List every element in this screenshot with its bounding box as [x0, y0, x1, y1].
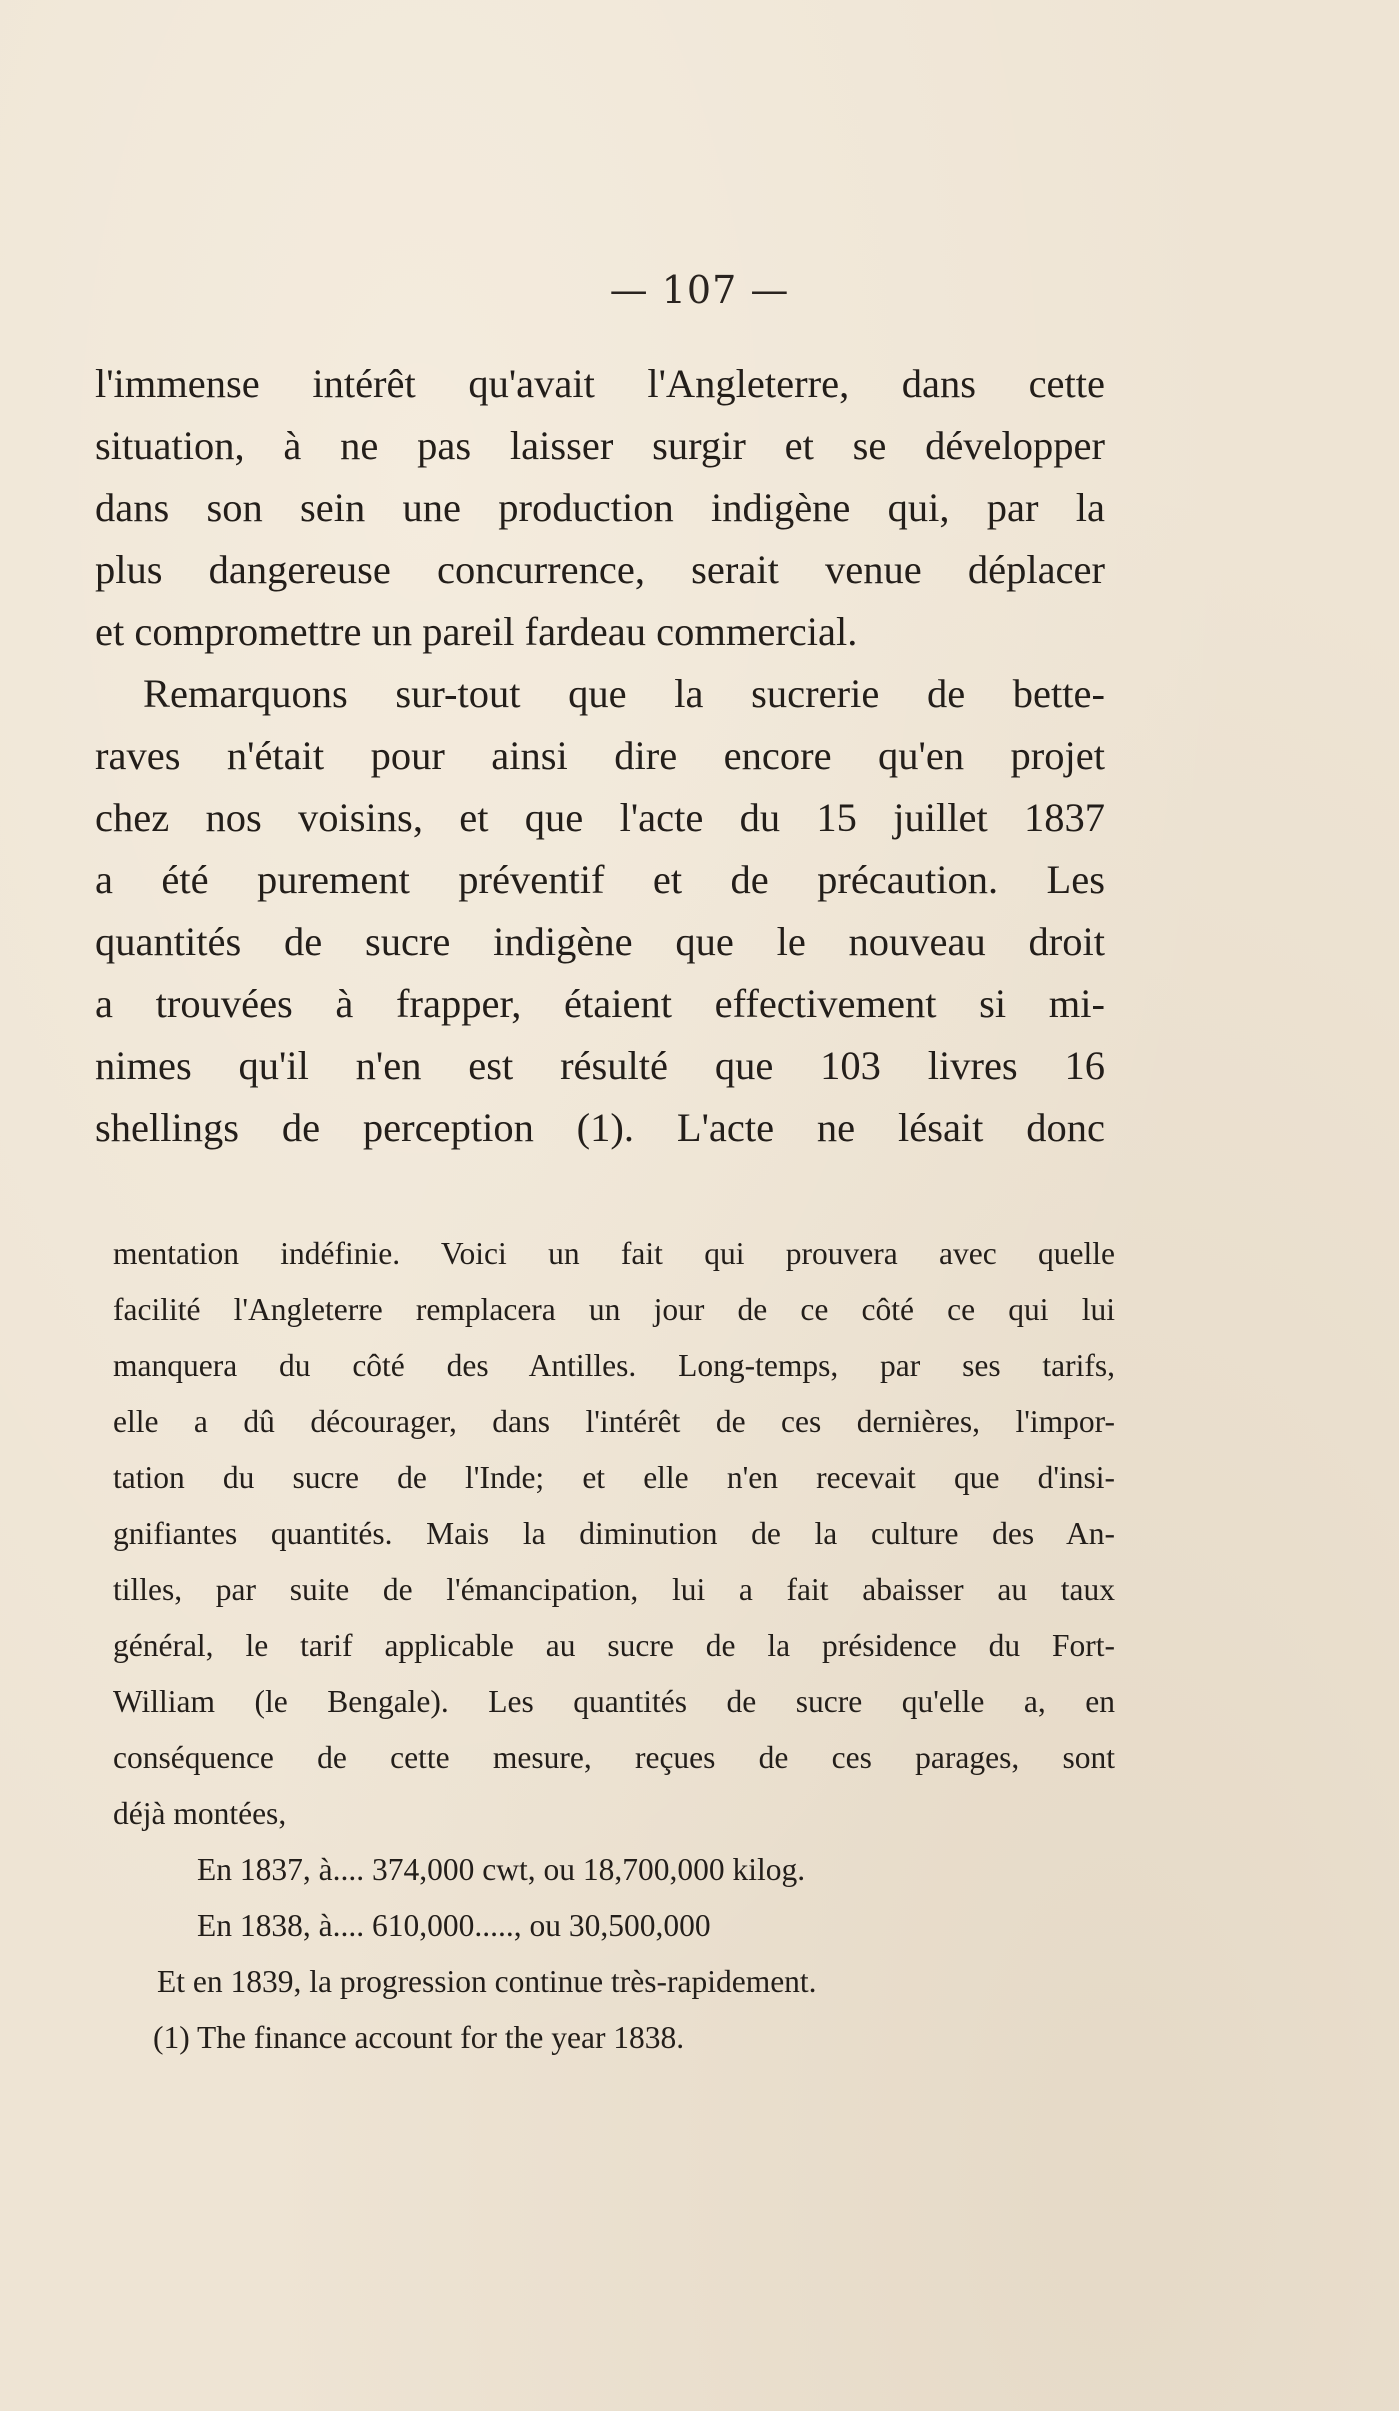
text-line: situation, à ne pas laisser surgir et se développer [95, 423, 1105, 468]
text-line: a trouvées à frapper, étaient effectivement si mi- [95, 981, 1105, 1026]
note-line: conséquence de cette mesure, reçues de ces parages, sont [113, 1740, 1115, 1775]
text-line: raves n'était pour ainsi dire encore qu'en projet [95, 733, 1105, 778]
text-line: quantités de sucre indigène que le nouveau droit [95, 919, 1105, 964]
note-line: déjà montées, [113, 1796, 287, 1831]
note-text [113, 1226, 1115, 2066]
note-line: William (le Bengale). Les quantités de sucre qu'elle a, en [113, 1684, 1115, 1719]
note-line: elle a dû décourager, dans l'intérêt de ces dernières, l'impor- [113, 1404, 1115, 1439]
note-line: général, le tarif applicable au sucre de la présidence du Fort- [113, 1628, 1115, 1663]
note-line: gnifiantes quantités. Mais la diminution de la culture des An- [113, 1516, 1115, 1551]
text-line: plus dangereuse concurrence, serait venue déplacer [95, 547, 1105, 592]
stat-line-1837: En 1837, à.... 374,000 cwt, ou 18,700,000 kilog. [197, 1852, 806, 1887]
stat-line-1838: En 1838, à.... 610,000....., ou 30,500,000 [197, 1908, 711, 1943]
main-text [95, 353, 1105, 1159]
text-line: Remarquons sur-tout que la sucrerie de bette- [143, 671, 1105, 716]
text-line: shellings de perception (1). L'acte ne lésait donc [95, 1105, 1105, 1150]
text-line: a été purement préventif et de précaution. Les [95, 857, 1105, 902]
text-line: chez nos voisins, et que l'acte du 15 juillet 1837 [95, 795, 1105, 840]
stat-line-1839: Et en 1839, la progression continue très-rapidement. [157, 1964, 817, 1999]
text-line: nimes qu'il n'en est résulté que 103 livres 16 [95, 1043, 1105, 1088]
page-number: — 107 — [609, 268, 790, 312]
note-line: manquera du côté des Antilles. Long-temps, par ses tarifs, [113, 1348, 1115, 1383]
note-line: facilité l'Angleterre remplacera un jour de ce côté ce qui lui [113, 1292, 1115, 1327]
note-line: tation du sucre de l'Inde; et elle n'en recevait que d'insi- [113, 1460, 1115, 1495]
text-line: et compromettre un pareil fardeau commercial. [95, 609, 858, 654]
text-line: l'immense intérêt qu'avait l'Angleterre, dans cette [95, 361, 1105, 406]
note-line: mentation indéfinie. Voici un fait qui prouvera avec quelle [113, 1236, 1115, 1271]
note-line: tilles, par suite de l'émancipation, lui a fait abaisser au taux [113, 1572, 1115, 1607]
footnote: (1) The finance account for the year 1838. [153, 2020, 685, 2055]
text-line: dans son sein une production indigène qui, par la [95, 485, 1105, 530]
